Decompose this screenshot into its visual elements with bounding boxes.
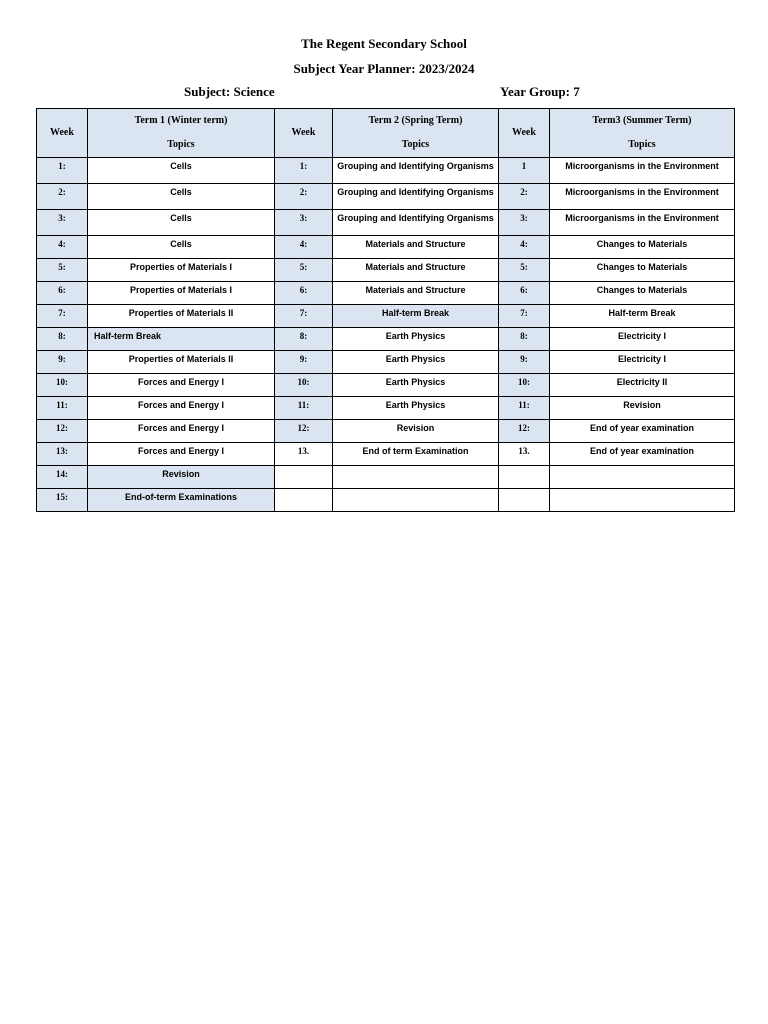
term3-week-cell: 2: [499,184,550,210]
table-row [37,374,735,397]
year-planner-table [36,108,735,512]
term2-week-cell [275,489,333,512]
term1-topic-cell: Forces and Energy I [88,443,275,466]
term1-week-cell: 10: [37,374,88,397]
term3-topic-cell: End of year examination [550,420,735,443]
term3-topic-cell: Changes to Materials [550,259,735,282]
term3-topic-cell: End of year examination [550,443,735,466]
term2-topic-cell: Earth Physics [333,397,499,420]
term1-topic-cell: Properties of Materials II [88,305,275,328]
term1-topic-cell: Cells [88,236,275,259]
term2-topic-cell: Earth Physics [333,374,499,397]
term1-week-cell: 14: [37,466,88,489]
term1-week-cell: 2: [37,184,88,210]
school-name: The Regent Secondary School [301,36,467,51]
term3-topic-cell: Changes to Materials [550,236,735,259]
term3-week-cell: 1 [499,158,550,184]
term3-week-cell: 7: [499,305,550,328]
term1-topic-cell: Forces and Energy I [88,397,275,420]
term1-topic-cell: Cells [88,158,275,184]
term3-week-cell [499,466,550,489]
term2-week-cell: 1: [275,158,333,184]
term3-topic-cell: Revision [550,397,735,420]
week-header: Week [275,109,333,158]
term1-topic-cell: Properties of Materials I [88,259,275,282]
term3-week-cell: 4: [499,236,550,259]
term2-topic-cell [333,466,499,489]
table-row [37,328,735,351]
term2-week-cell: 3: [275,210,333,236]
table-row [37,420,735,443]
table-row [37,282,735,305]
term1-week-cell: 1: [37,158,88,184]
term2-topic-cell: Materials and Structure [333,236,499,259]
term1-week-cell: 13: [37,443,88,466]
term3-topic-cell: Microorganisms in the Environment [550,158,735,184]
term1-week-cell: 5: [37,259,88,282]
term2-header [333,109,499,158]
term2-topic-cell: Materials and Structure [333,282,499,305]
term1-week-cell: 3: [37,210,88,236]
term2-week-cell: 4: [275,236,333,259]
term1-topic-cell: End-of-term Examinations [88,489,275,512]
table-row [37,236,735,259]
term2-week-cell: 13. [275,443,333,466]
term3-title: Term3 (Summer Term) [592,115,692,126]
term2-title: Term 2 (Spring Term) [368,115,463,126]
topics-label: Topics [628,139,656,150]
term3-topic-cell [550,489,735,512]
table-row [37,184,735,210]
term2-week-cell: 11: [275,397,333,420]
term2-topic-cell: Grouping and Identifying Organisms [333,184,499,210]
week-header: Week [499,109,550,158]
table-row [37,351,735,374]
term3-week-cell: 6: [499,282,550,305]
term3-topic-cell: Half-term Break [550,305,735,328]
term1-week-cell: 8: [37,328,88,351]
term1-week-cell: 12: [37,420,88,443]
term3-topic-cell: Electricity I [550,328,735,351]
term3-week-cell: 9: [499,351,550,374]
term3-week-cell: 11: [499,397,550,420]
term1-week-cell: 6: [37,282,88,305]
term2-week-cell: 8: [275,328,333,351]
term3-topic-cell: Microorganisms in the Environment [550,210,735,236]
term3-topic-cell: Electricity I [550,351,735,374]
term2-topic-cell: Materials and Structure [333,259,499,282]
term2-topic-cell: Grouping and Identifying Organisms [333,210,499,236]
table-row [37,305,735,328]
term2-topic-cell: Earth Physics [333,351,499,374]
term2-topic-cell: End of term Examination [333,443,499,466]
term2-topic-cell: Earth Physics [333,328,499,351]
subject-label: Subject: Science [184,84,275,99]
term3-week-cell: 10: [499,374,550,397]
term2-week-cell: 9: [275,351,333,374]
term2-topic-cell: Grouping and Identifying Organisms [333,158,499,184]
topics-label: Topics [167,139,195,150]
table-row [37,489,735,512]
table-header-row [37,109,735,158]
term2-week-cell: 12: [275,420,333,443]
term3-week-cell: 5: [499,259,550,282]
term3-topic-cell: Microorganisms in the Environment [550,184,735,210]
term2-week-cell: 10: [275,374,333,397]
term2-week-cell: 6: [275,282,333,305]
planner-title: Subject Year Planner: 2023/2024 [293,61,475,76]
term3-week-cell: 3: [499,210,550,236]
topics-label: Topics [401,139,430,150]
term2-week-cell: 5: [275,259,333,282]
week-header: Week [37,109,88,158]
table-row [37,443,735,466]
term1-week-cell: 9: [37,351,88,374]
term2-week-cell: 2: [275,184,333,210]
term1-topic-cell: Cells [88,210,275,236]
term1-topic-cell: Forces and Energy I [88,374,275,397]
term3-week-cell: 13. [499,443,550,466]
term1-topic-cell: Forces and Energy I [88,420,275,443]
term3-week-cell [499,489,550,512]
term1-topic-cell: Properties of Materials I [88,282,275,305]
term3-topic-cell: Electricity II [550,374,735,397]
term1-week-cell: 4: [37,236,88,259]
table-row [37,259,735,282]
term1-topic-cell: Cells [88,184,275,210]
term1-week-cell: 11: [37,397,88,420]
term1-title: Term 1 (Winter term) [134,115,228,126]
table-row [37,210,735,236]
table-row [37,397,735,420]
term2-week-cell [275,466,333,489]
table-row [37,466,735,489]
term1-week-cell: 7: [37,305,88,328]
table-row [37,158,735,184]
term1-topic-cell: Properties of Materials II [88,351,275,374]
term2-topic-cell: Half-term Break [333,305,499,328]
term1-header [88,109,275,158]
term1-topic-cell: Revision [88,466,275,489]
term1-week-cell: 15: [37,489,88,512]
term3-topic-cell [550,466,735,489]
year-group-label: Year Group: 7 [500,84,580,99]
term3-header [550,109,735,158]
term2-topic-cell: Revision [333,420,499,443]
term3-topic-cell: Changes to Materials [550,282,735,305]
term1-topic-cell: Half-term Break [88,328,275,351]
term3-week-cell: 12: [499,420,550,443]
term2-topic-cell [333,489,499,512]
term2-week-cell: 7: [275,305,333,328]
term3-week-cell: 8: [499,328,550,351]
